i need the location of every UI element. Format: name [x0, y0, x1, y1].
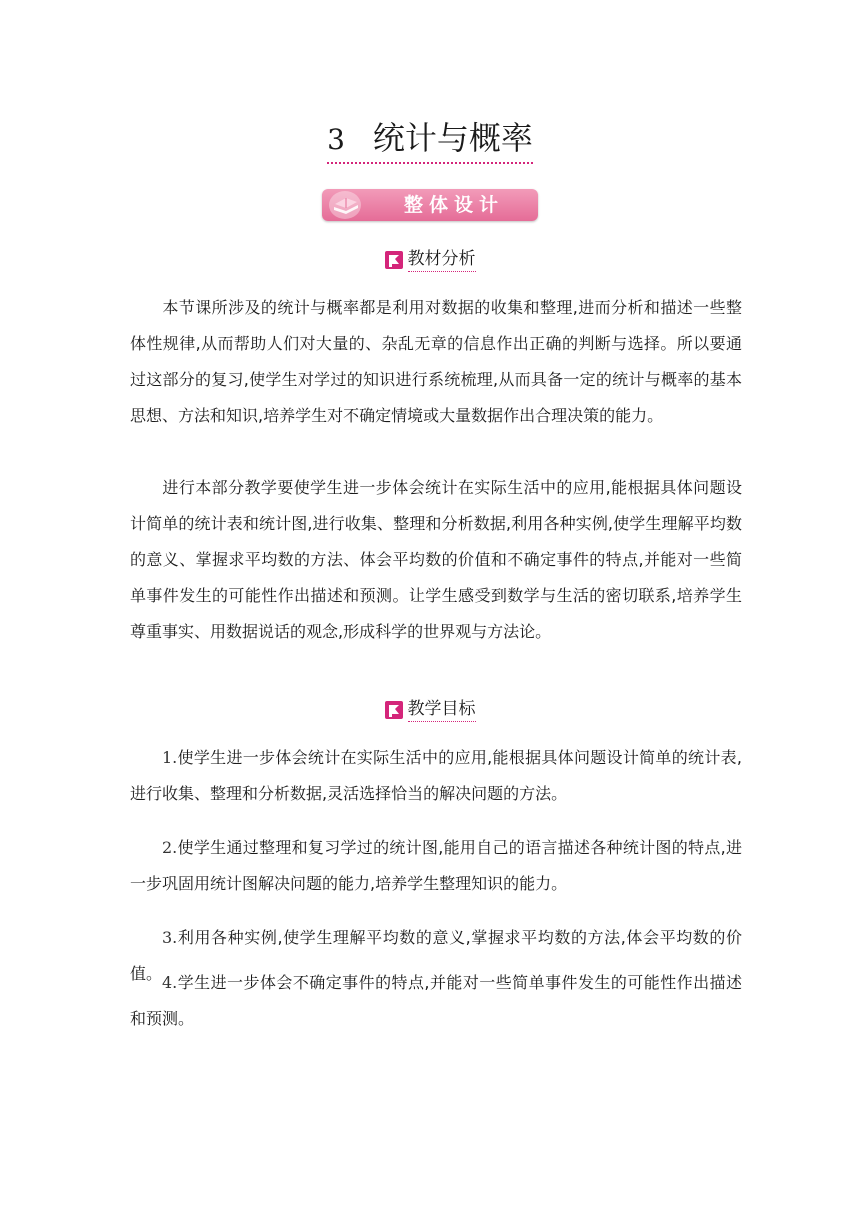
goal-item	[130, 965, 742, 1037]
goal-text: 使学生通过整理和复习学过的统计图,能用自己的语言描述各种统计图的特点,进一步巩固用统计图解决问题的能力,培养学生整理知识的能力。	[130, 838, 742, 893]
section-heading-analysis	[0, 248, 860, 274]
goal-number: 1.	[162, 748, 178, 767]
goal-number: 3.	[162, 928, 178, 947]
section-heading-text: 教材分析	[408, 248, 476, 272]
goal-item	[130, 830, 742, 902]
book-stack-icon	[328, 190, 364, 220]
paragraph-text: 进行本部分教学要使学生进一步体会统计在实际生活中的应用,能根据具体问题设计简单的统计表和统计图,进行收集、整理和分析数据,利用各种实例,使学生理解平均数的意义、掌握求平均数的方法、体会平均数的价值和不确定事件的特点,并能对一些简单事件发生的可能性作出描述和预测。让学生感受到数学与生活的密切联系,培养学生尊重事实、用数据说话的观念,形成科学的世界观与方法论。	[130, 478, 742, 641]
section-heading-goals	[0, 698, 860, 724]
flag-icon	[385, 701, 403, 719]
goal-item	[130, 740, 742, 812]
paragraph-text: 本节课所涉及的统计与概率都是利用对数据的收集和整理,进而分析和描述一些整体性规律,从而帮助人们对大量的、杂乱无章的信息作出正确的判断与选择。所以要通过这部分的复习,使学生对学过的知识进行系统梳理,从而具备一定的统计与概率的基本思想、方法和知识,培养学生对不确定情境或大量数据作出合理决策的能力。	[130, 298, 742, 425]
goal-number: 4.	[162, 973, 178, 992]
flag-icon	[385, 251, 403, 269]
goal-number: 2.	[162, 838, 178, 857]
goal-text: 利用各种实例,使学生理解平均数的意义,掌握求平均数的方法,体会平均数的价值。	[130, 928, 742, 983]
chapter-title: 统计与概率	[372, 119, 533, 157]
overall-design-banner	[322, 189, 538, 221]
section-heading-text: 教学目标	[408, 698, 476, 722]
goal-text: 使学生进一步体会统计在实际生活中的应用,能根据具体问题设计简单的统计表,进行收集、整理和分析数据,灵活选择恰当的解决问题的方法。	[130, 748, 742, 803]
page-title-underline	[327, 118, 533, 164]
paragraph	[130, 470, 742, 650]
banner-label: 整体设计	[403, 194, 504, 216]
page-title	[0, 118, 860, 164]
goal-text: 学生进一步体会不确定事件的特点,并能对一些简单事件发生的可能性作出描述和预测。	[130, 973, 742, 1028]
paragraph	[130, 290, 742, 434]
chapter-number: 3	[327, 123, 345, 156]
